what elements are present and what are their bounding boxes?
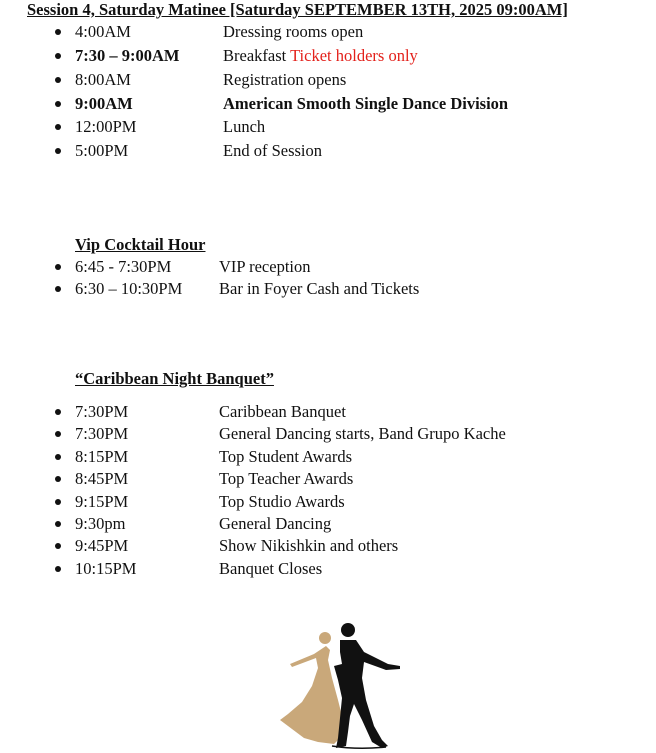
item-description: Show Nikishkin and others <box>219 536 399 555</box>
item-description: Top Studio Awards <box>219 492 345 511</box>
dancing-couple-icon <box>278 620 406 750</box>
item-time: 4:00AM <box>75 22 131 41</box>
item-time: 12:00PM <box>75 117 137 136</box>
item-time: 8:00AM <box>75 70 131 89</box>
item-time: 9:30pm <box>75 514 126 533</box>
item-description: Registration opens <box>223 70 347 89</box>
bullet-icon <box>55 476 61 482</box>
bullet-icon <box>55 124 61 130</box>
bullet-icon <box>55 148 61 154</box>
item-description: General Dancing starts, Band Grupo Kache <box>219 424 506 443</box>
item-description: General Dancing <box>219 514 332 533</box>
item-description: Dressing rooms open <box>223 22 364 41</box>
item-description: VIP reception <box>219 257 311 276</box>
bullet-icon <box>55 521 61 527</box>
bullet-icon <box>55 77 61 83</box>
bullet-icon <box>55 53 61 59</box>
bullet-icon <box>55 29 61 35</box>
item-time: 7:30 – 9:00AM <box>75 46 180 65</box>
bullet-icon <box>55 286 61 292</box>
item-description: American Smooth Single Dance Division <box>223 94 509 113</box>
vip-heading: Vip Cocktail Hour <box>75 235 206 254</box>
item-description: End of Session <box>223 141 322 160</box>
bullet-icon <box>55 543 61 549</box>
item-time: 6:45 - 7:30PM <box>75 257 172 276</box>
item-time: 8:15PM <box>75 447 129 466</box>
item-time: 6:30 – 10:30PM <box>75 279 183 298</box>
item-time: 8:45PM <box>75 469 129 488</box>
bullet-icon <box>55 499 61 505</box>
bullet-icon <box>55 431 61 437</box>
dancer-shadow <box>332 746 386 748</box>
item-time: 9:45PM <box>75 536 129 555</box>
item-time: 7:30PM <box>75 402 129 421</box>
item-time: 9:00AM <box>75 94 133 113</box>
bullet-icon <box>55 454 61 460</box>
item-description: Bar in Foyer Cash and Tickets <box>219 279 420 298</box>
item-time: 10:15PM <box>75 559 137 578</box>
item-description: Banquet Closes <box>219 559 323 578</box>
bullet-icon <box>55 566 61 572</box>
bullet-icon <box>55 409 61 415</box>
item-time: 9:15PM <box>75 492 129 511</box>
bullet-icon <box>55 264 61 270</box>
item-description: Caribbean Banquet <box>219 402 346 421</box>
item-description: Top Teacher Awards <box>219 469 354 488</box>
item-time: 5:00PM <box>75 141 129 160</box>
female-dancer-figure <box>280 632 344 744</box>
item-time: 7:30PM <box>75 424 129 443</box>
item-description: Top Student Awards <box>219 447 352 466</box>
bullet-icon <box>55 101 61 107</box>
session-heading: Session 4, Saturday Matinee [Saturday SEPTEMBER 13TH, 2025 09:00AM] <box>27 0 568 19</box>
item-description: Lunch <box>223 117 266 136</box>
ticket-note: Ticket holders only <box>290 46 418 65</box>
banquet-heading: “Caribbean Night Banquet” <box>75 369 274 388</box>
item-description: Breakfast Ticket holders only <box>223 46 418 65</box>
male-dancer-figure <box>334 623 400 748</box>
